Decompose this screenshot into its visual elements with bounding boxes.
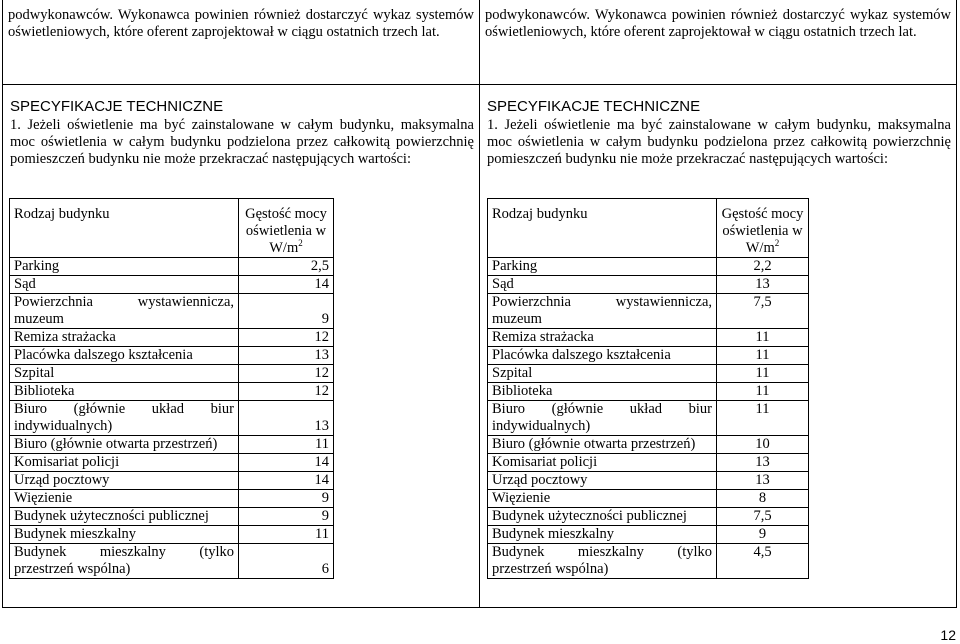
building-type-label: Powierzchnia wystawiennicza,	[492, 294, 712, 310]
building-type-label: Sąd	[492, 276, 514, 292]
building-type-label-continued: indywidualnych)	[492, 418, 591, 434]
table-row	[488, 258, 809, 276]
power-density-value: 11	[239, 436, 334, 454]
table-row	[488, 294, 809, 329]
table-header-row	[10, 199, 334, 258]
power-density-value: 2,2	[717, 258, 809, 276]
header-unit-superscript: 2	[774, 238, 780, 249]
table-row	[488, 454, 809, 472]
power-density-value: 2,5	[239, 258, 334, 276]
requirement-paragraph: 1. Jeżeli oświetlenie ma być zainstalowane w całym budynku, maksymalna moc oświetlenia w całym budynku podzielona przez całkowitą powierzchnię pomieszczeń budynku nie może przekraczać następujących wartości:	[10, 117, 474, 167]
building-type-label: Budynek użyteczności publicznej	[14, 508, 209, 524]
power-density-value: 6	[239, 544, 334, 579]
power-density-value: 14	[239, 454, 334, 472]
header-power-density	[239, 199, 334, 258]
building-type-cell	[488, 276, 717, 294]
table-row	[488, 490, 809, 508]
power-density-value: 13	[239, 347, 334, 365]
section-heading: SPECYFIKACJE TECHNICZNE	[487, 98, 701, 115]
building-type-cell	[10, 276, 239, 294]
building-type-label: Parking	[492, 258, 538, 274]
power-density-value: 13	[239, 401, 334, 436]
building-type-label: Placówka dalszego kształcenia	[14, 347, 193, 363]
building-type-label: Budynek mieszkalny	[14, 526, 137, 542]
table-row	[488, 329, 809, 347]
header-power-density-text: Gęstość mocy oświetlenia w W/m	[721, 206, 804, 256]
lighting-power-table	[487, 198, 809, 579]
document-frame	[2, 0, 957, 608]
building-type-cell	[488, 258, 717, 276]
left-column	[3, 0, 480, 607]
intro-text: podwykonawców. Wykonawca powinien również dostarczyć wykaz systemów oświetleniowych, które oferent zaprojektował w ciągu ostatnich trzech lat.	[8, 7, 474, 40]
header-building-type: Rodzaj budynku	[488, 199, 717, 258]
table-row	[10, 347, 334, 365]
building-type-cell	[488, 383, 717, 401]
power-density-value: 11	[717, 401, 809, 436]
table-row	[488, 508, 809, 526]
power-density-value: 14	[239, 276, 334, 294]
table-row	[488, 436, 809, 454]
page-number: 12	[940, 627, 956, 643]
power-density-value: 11	[717, 347, 809, 365]
table-row	[10, 365, 334, 383]
building-type-cell	[10, 436, 239, 454]
header-power-density-text: Gęstość mocy oświetlenia w W/m	[245, 206, 327, 256]
building-type-cell	[488, 526, 717, 544]
building-type-label: Biblioteka	[492, 383, 553, 399]
power-density-value: 9	[239, 508, 334, 526]
table-header-row	[488, 199, 809, 258]
power-density-value: 4,5	[717, 544, 809, 579]
power-density-value: 9	[239, 294, 334, 329]
table-body	[488, 258, 809, 579]
building-type-label: Szpital	[492, 365, 533, 381]
building-type-label-continued: indywidualnych)	[14, 418, 113, 434]
table-row	[10, 454, 334, 472]
building-type-cell	[488, 472, 717, 490]
header-unit-superscript: 2	[298, 238, 303, 249]
power-density-value: 13	[717, 472, 809, 490]
power-density-value: 13	[717, 454, 809, 472]
table-row	[10, 490, 334, 508]
power-density-value: 11	[239, 526, 334, 544]
table-row	[488, 401, 809, 436]
table-row	[10, 508, 334, 526]
power-density-value: 12	[239, 365, 334, 383]
building-type-cell	[488, 294, 717, 329]
building-type-label: Biuro (głównie układ biur	[14, 401, 234, 417]
power-density-value: 12	[239, 383, 334, 401]
table-row	[10, 472, 334, 490]
building-type-cell	[488, 401, 717, 436]
building-type-label: Komisariat policji	[14, 454, 120, 470]
building-type-label: Biblioteka	[14, 383, 75, 399]
power-density-value: 7,5	[717, 294, 809, 329]
table-row	[488, 544, 809, 579]
building-type-cell	[10, 401, 239, 436]
building-type-label: Więzienie	[492, 490, 551, 506]
building-type-label: Sąd	[14, 276, 36, 292]
right-column	[480, 0, 956, 607]
building-type-cell	[488, 436, 717, 454]
table-row	[488, 526, 809, 544]
building-type-label: Budynek użyteczności publicznej	[492, 508, 687, 524]
power-density-value: 7,5	[717, 508, 809, 526]
table-row	[488, 472, 809, 490]
building-type-cell	[488, 490, 717, 508]
building-type-cell	[10, 508, 239, 526]
building-type-cell	[10, 383, 239, 401]
table-row	[10, 258, 334, 276]
building-type-label: Urząd pocztowy	[14, 472, 110, 488]
table-row	[10, 526, 334, 544]
building-type-cell	[10, 490, 239, 508]
header-building-type: Rodzaj budynku	[10, 199, 239, 258]
building-type-label: Placówka dalszego kształcenia	[492, 347, 671, 363]
lighting-power-table	[9, 198, 334, 579]
building-type-cell	[488, 329, 717, 347]
building-type-label: Urząd pocztowy	[492, 472, 588, 488]
building-type-cell	[10, 544, 239, 579]
requirement-paragraph: 1. Jeżeli oświetlenie ma być zainstalowane w całym budynku, maksymalna moc oświetlenia w całym budynku podzielona przez całkowitą powierzchnię pomieszczeń budynku nie może przekraczać następujących wartości:	[487, 117, 951, 167]
building-type-label: Budynek mieszkalny	[492, 526, 615, 542]
building-type-label-continued: przestrzeń wspólna)	[492, 561, 609, 577]
building-type-label-continued: przestrzeń wspólna)	[14, 561, 131, 577]
power-density-value: 13	[717, 276, 809, 294]
power-density-value: 11	[717, 365, 809, 383]
building-type-label: Komisariat policji	[492, 454, 598, 470]
power-density-value: 11	[717, 329, 809, 347]
building-type-label-continued: muzeum	[492, 311, 542, 327]
building-type-label: Biuro (głównie otwarta przestrzeń)	[492, 436, 696, 452]
building-type-cell	[488, 365, 717, 383]
building-type-label: Biuro (głównie układ biur	[492, 401, 712, 417]
header-power-density	[717, 199, 809, 258]
power-density-value: 8	[717, 490, 809, 508]
table-row	[10, 276, 334, 294]
building-type-cell	[488, 454, 717, 472]
building-type-label: Parking	[14, 258, 60, 274]
building-type-label: Remiza strażacka	[492, 329, 594, 345]
table-row	[10, 329, 334, 347]
table-row	[10, 401, 334, 436]
power-density-value: 10	[717, 436, 809, 454]
building-type-label: Budynek mieszkalny (tylko	[14, 544, 234, 560]
power-density-value: 14	[239, 472, 334, 490]
table-body	[10, 258, 334, 579]
building-type-label: Biuro (głównie otwarta przestrzeń)	[14, 436, 218, 452]
power-density-value: 9	[717, 526, 809, 544]
table-row	[488, 365, 809, 383]
building-type-label: Remiza strażacka	[14, 329, 116, 345]
building-type-label: Szpital	[14, 365, 55, 381]
building-type-label: Więzienie	[14, 490, 73, 506]
building-type-cell	[10, 454, 239, 472]
power-density-value: 12	[239, 329, 334, 347]
building-type-label-continued: muzeum	[14, 311, 64, 327]
building-type-cell	[10, 258, 239, 276]
building-type-label: Budynek mieszkalny (tylko	[492, 544, 712, 560]
building-type-cell	[10, 526, 239, 544]
table-row	[488, 347, 809, 365]
building-type-cell	[10, 347, 239, 365]
building-type-cell	[488, 544, 717, 579]
building-type-cell	[10, 329, 239, 347]
building-type-cell	[488, 508, 717, 526]
table-row	[10, 294, 334, 329]
table-row	[10, 383, 334, 401]
building-type-cell	[10, 294, 239, 329]
section-heading: SPECYFIKACJE TECHNICZNE	[10, 98, 224, 115]
intro-text: podwykonawców. Wykonawca powinien również dostarczyć wykaz systemów oświetleniowych, które oferent zaprojektował w ciągu ostatnich trzech lat.	[485, 7, 951, 40]
table-row	[10, 436, 334, 454]
building-type-cell	[10, 365, 239, 383]
building-type-cell	[488, 347, 717, 365]
table-row	[10, 544, 334, 579]
building-type-cell	[10, 472, 239, 490]
table-row	[488, 276, 809, 294]
power-density-value: 9	[239, 490, 334, 508]
building-type-label: Powierzchnia wystawiennicza,	[14, 294, 234, 310]
table-row	[488, 383, 809, 401]
power-density-value: 11	[717, 383, 809, 401]
